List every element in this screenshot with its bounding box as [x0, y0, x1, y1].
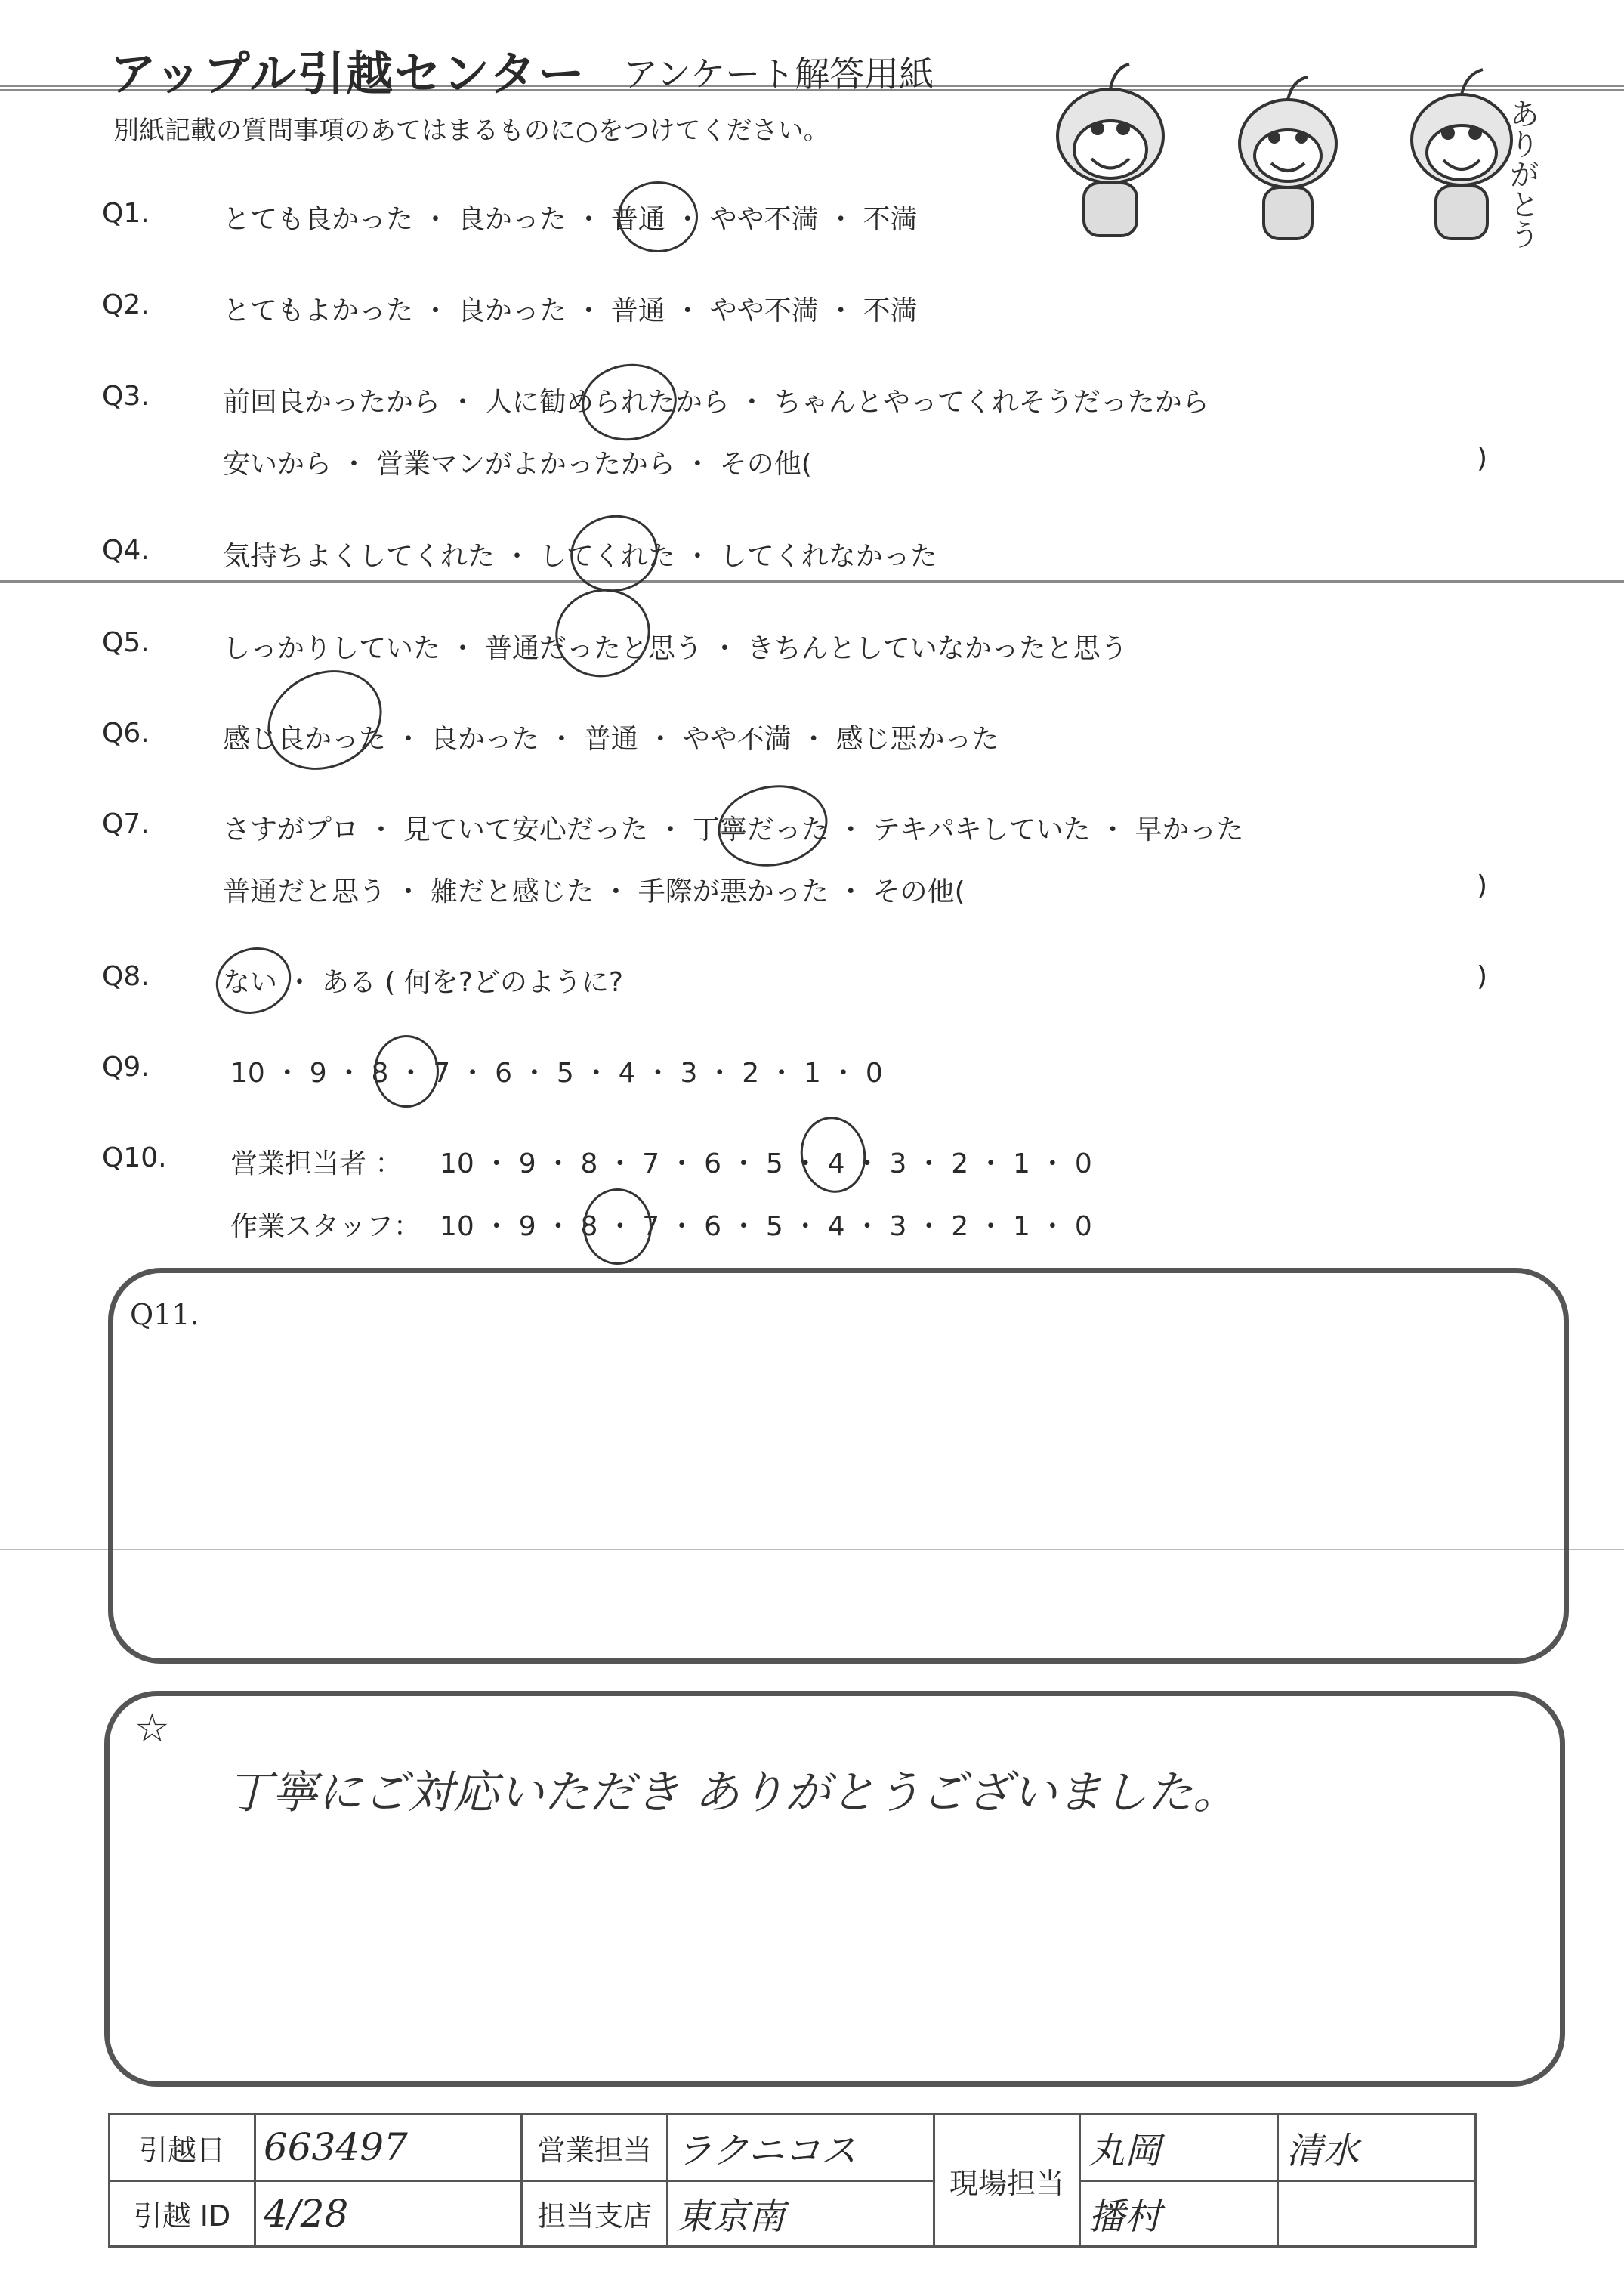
q5-number: Q5.: [102, 627, 150, 658]
answer-circle-q9: [374, 1035, 439, 1108]
form-title: アップル引越センター: [110, 46, 586, 101]
move-id-value: 4/28: [255, 2180, 522, 2247]
q8-number: Q8.: [102, 961, 150, 992]
q11-box[interactable]: [108, 1268, 1569, 1664]
q8-options[interactable]: ない ・ ある ( 何を?どのように?: [223, 967, 624, 998]
q3-options-line2[interactable]: 安いから ・ 営業マンがよかったから ・ その他(: [223, 449, 812, 480]
answer-circle-q10-staff: [583, 1188, 652, 1265]
q3-options-line1[interactable]: 前回良かったから ・ 人に勧められたから ・ ちゃんとやってくれそうだったから: [223, 387, 1209, 418]
q3-number: Q3.: [102, 381, 150, 412]
q10-number: Q10.: [102, 1142, 167, 1173]
q2-options[interactable]: とてもよかった ・ 良かった ・ 普通 ・ やや不満 ・ 不満: [223, 295, 918, 326]
answer-circle-q5: [545, 579, 660, 688]
answer-circle-q6: [252, 652, 399, 788]
q4-options[interactable]: 気持ちよくしてくれた ・ してくれた ・ してくれなかった: [223, 541, 937, 572]
q9-scale[interactable]: 10 ・ 9 ・ 8 ・ 7 ・ 6 ・ 5 ・ 4 ・ 3 ・ 2 ・ 1 ・ 0: [230, 1058, 883, 1089]
q10-sales-scale[interactable]: 10 ・ 9 ・ 8 ・ 7 ・ 6 ・ 5 ・ 4 ・ 3 ・ 2 ・ 1 ・ 0: [440, 1148, 1092, 1179]
q7-number: Q7.: [102, 808, 150, 839]
q8-close-paren: ): [1477, 961, 1488, 992]
instruction-text: 別紙記載の質問事項のあてはまるものに○をつけてください。: [113, 116, 829, 146]
q2-number: Q2.: [102, 289, 150, 320]
monkey-icon: [1240, 77, 1336, 239]
comment-box[interactable]: [104, 1691, 1565, 2087]
answer-circle-q4: [564, 508, 664, 599]
q11-label: Q11.: [130, 1298, 199, 1331]
answer-circle-q8: [206, 937, 300, 1024]
q7-options-line1[interactable]: さすがプロ ・ 見ていて安心だった ・ 丁寧だった ・ テキパキしていた ・ 早かった: [223, 814, 1244, 845]
answer-circle-q10-sales: [795, 1111, 872, 1197]
branch-value: 東京南: [668, 2180, 934, 2247]
move-id-label: 引越 ID: [110, 2180, 255, 2247]
q10-staff-label: 作業スタッフ：: [230, 1211, 421, 1242]
q5-options[interactable]: しっかりしていた ・ 普通だったと思う ・ きちんとしていなかったと思う: [223, 633, 1128, 664]
thanks-text: ありがとう: [1505, 98, 1539, 249]
footer-table: [108, 2113, 1477, 2248]
q1-number: Q1.: [102, 198, 150, 229]
star-icon: ☆: [134, 1706, 170, 1751]
monkey-icon: [1412, 70, 1511, 239]
mid-rule: [0, 580, 1624, 583]
site-value-1: 丸岡: [1080, 2115, 1278, 2181]
q9-number: Q9.: [102, 1052, 150, 1083]
q10-sales-label: 営業担当者 ：: [230, 1148, 403, 1179]
form-subtitle: アンケート解答用紙: [623, 54, 934, 94]
monkey-icon: [1057, 64, 1163, 236]
q10-staff-scale[interactable]: 10 ・ 9 ・ 8 ・ 7 ・ 6 ・ 5 ・ 4 ・ 3 ・ 2 ・ 1 ・ 0: [440, 1211, 1092, 1242]
answer-circle-q7: [712, 777, 834, 875]
branch-label: 担当支店: [522, 2180, 668, 2247]
sales-label: 営業担当: [522, 2115, 668, 2181]
move-date-label: 引越日: [110, 2115, 255, 2181]
q7-close-paren: ): [1477, 870, 1488, 901]
answer-circle-q1: [618, 181, 698, 252]
site-label: 現場担当: [934, 2115, 1080, 2247]
site-value-empty: [1278, 2180, 1476, 2247]
answer-circle-q3: [577, 358, 682, 447]
site-value-2: 清水: [1278, 2115, 1476, 2181]
comment-text: 丁寧にご対応いただき ありがとうございました。: [227, 1766, 1239, 1819]
mascot-illustration: [1039, 53, 1590, 249]
q6-number: Q6.: [102, 718, 150, 749]
q1-options[interactable]: とても良かった ・ 良かった ・ 普通 ・ やや不満 ・ 不満: [223, 204, 918, 235]
q6-options[interactable]: 感じ良かった ・ 良かった ・ 普通 ・ やや不満 ・ 感じ悪かった: [223, 724, 999, 755]
move-date-value: 663497: [255, 2115, 522, 2181]
q7-options-line2[interactable]: 普通だと思う ・ 雑だと感じた ・ 手際が悪かった ・ その他(: [223, 876, 965, 907]
site-value-3: 播村: [1080, 2180, 1278, 2247]
sales-value: ラクニコス: [668, 2115, 934, 2181]
q4-number: Q4.: [102, 535, 150, 566]
q3-close-paren: ): [1477, 443, 1488, 474]
